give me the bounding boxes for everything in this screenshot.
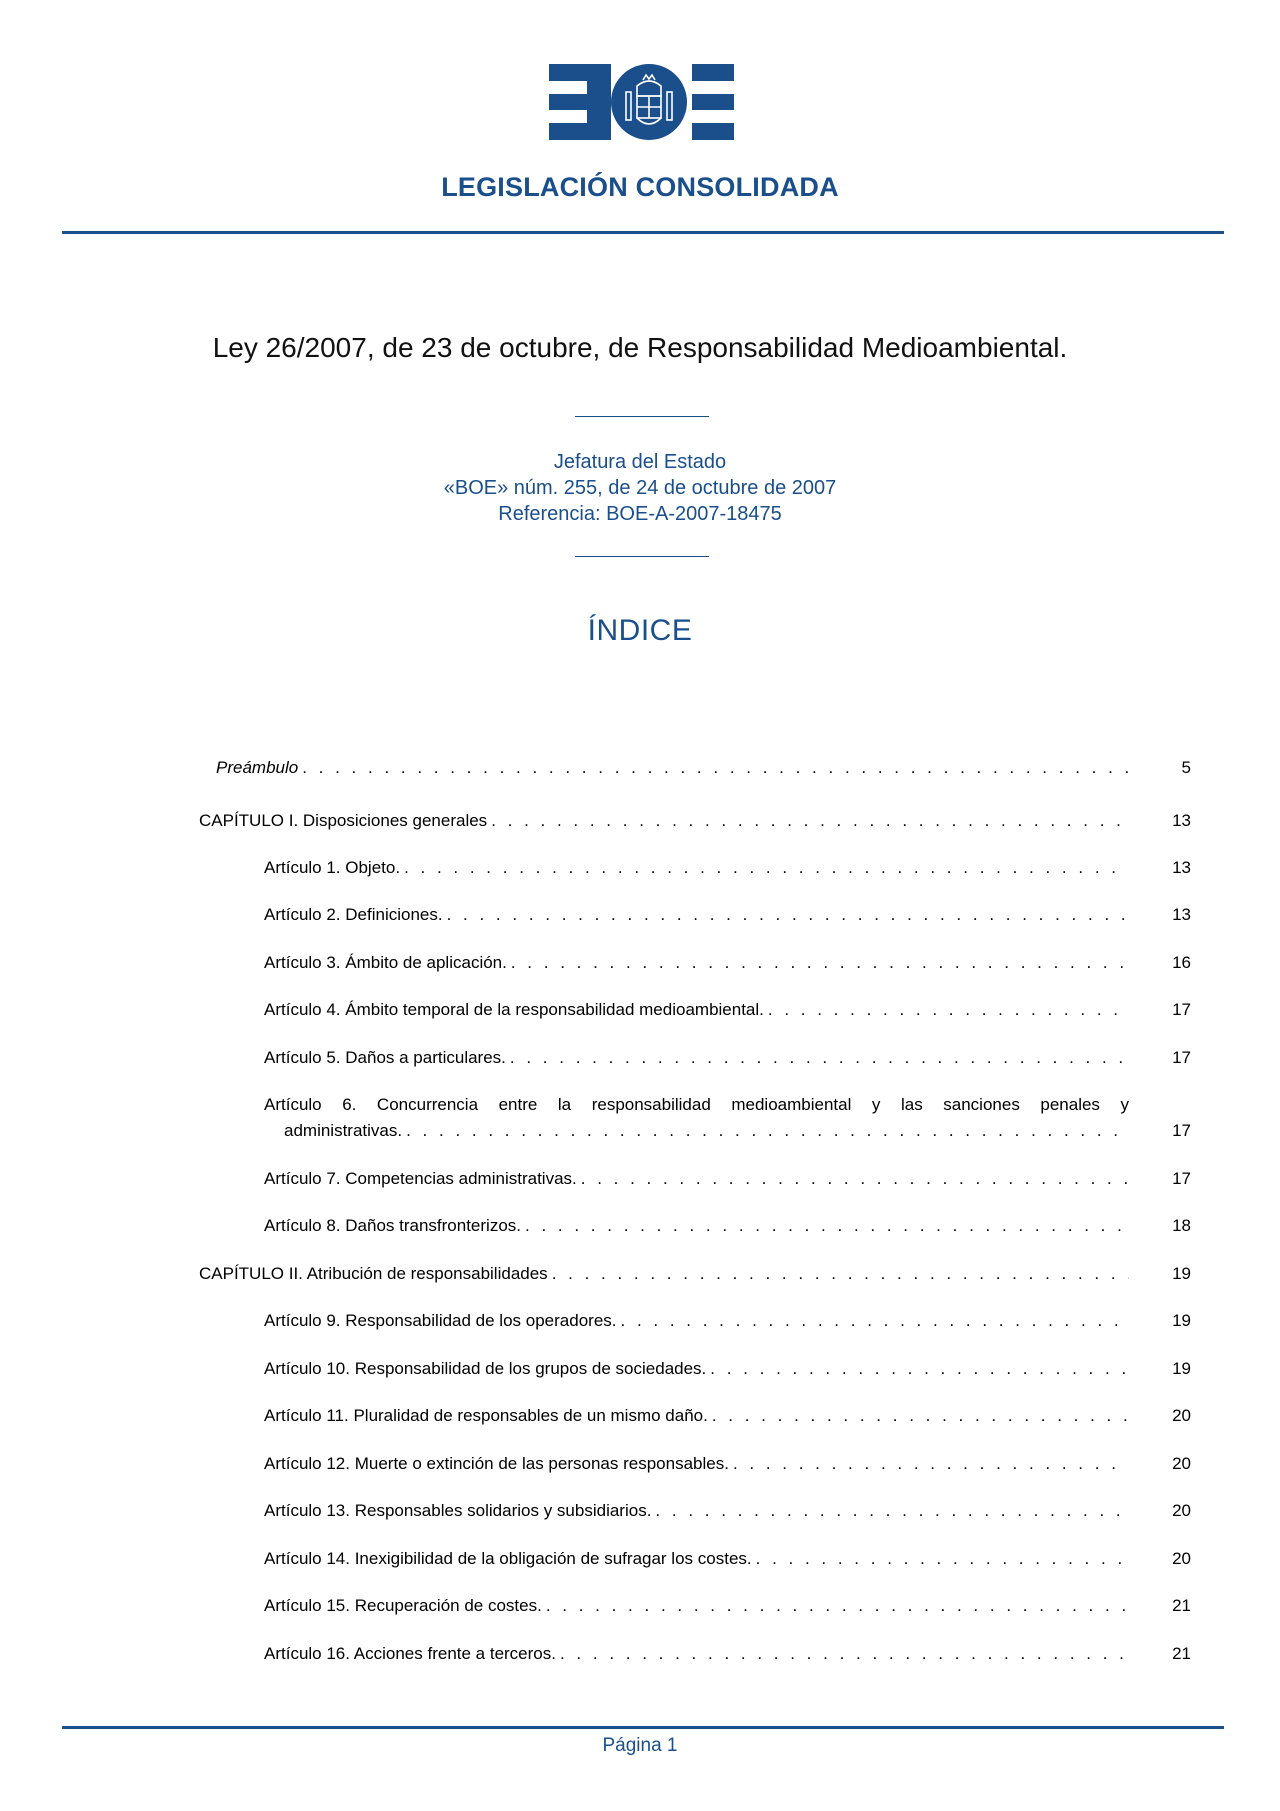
toc-entry[interactable] bbox=[264, 902, 1191, 928]
header-divider bbox=[62, 231, 1224, 234]
toc-entry-page: 20 bbox=[1172, 1549, 1191, 1568]
toc-entry-page: 17 bbox=[1172, 1169, 1191, 1188]
toc-entry[interactable] bbox=[264, 1546, 1191, 1572]
toc-entry[interactable] bbox=[264, 1092, 1191, 1144]
toc-entry-page: 19 bbox=[1172, 1264, 1191, 1283]
publication-info: «BOE» núm. 255, de 24 de octubre de 2007 bbox=[443, 477, 837, 499]
short-divider-top bbox=[575, 416, 709, 417]
toc-entry-page: 20 bbox=[1172, 1406, 1191, 1425]
toc-entry-text: CAPÍTULO I. Disposiciones generales bbox=[199, 811, 488, 830]
toc-entry-text: Artículo 7. Competencias administrativas. bbox=[264, 1169, 577, 1188]
toc-entry[interactable] bbox=[264, 1641, 1191, 1667]
toc-entry-page: 19 bbox=[1172, 1359, 1191, 1378]
toc-entry-text: Artículo 12. Muerte o extinción de las personas responsables. bbox=[264, 1454, 729, 1473]
toc-entry-page: 17 bbox=[1172, 1121, 1191, 1140]
toc-entry-text: Artículo 3. Ámbito de aplicación. bbox=[264, 953, 507, 972]
toc-entry[interactable] bbox=[264, 997, 1191, 1023]
toc-entry-page: 13 bbox=[1172, 905, 1191, 924]
toc-entry[interactable] bbox=[264, 1498, 1191, 1524]
toc-entry-text: Artículo 14. Inexigibilidad de la obligación de sufragar los costes. bbox=[264, 1549, 752, 1568]
boe-logo bbox=[549, 64, 734, 140]
toc-entry-text: Artículo 2. Definiciones. bbox=[264, 905, 443, 924]
toc-entry[interactable] bbox=[264, 1166, 1191, 1192]
toc-entry-page: 17 bbox=[1172, 1048, 1191, 1067]
toc-entry-page: 18 bbox=[1172, 1216, 1191, 1235]
document-title: Ley 26/2007, de 23 de octubre, de Responsabilidad Medioambiental. bbox=[212, 332, 1068, 363]
toc-entry-text: Artículo 8. Daños transfronterizos. bbox=[264, 1216, 522, 1235]
toc-entry-text: CAPÍTULO II. Atribución de responsabilidades bbox=[199, 1264, 548, 1283]
toc-entry-page: 17 bbox=[1172, 1000, 1191, 1019]
toc-entry-text: Artículo 4. Ámbito temporal de la responsabilidad medioambiental. bbox=[264, 1000, 764, 1019]
toc-entry-text: Artículo 15. Recuperación de costes. bbox=[264, 1596, 542, 1615]
toc-entry-text: Artículo 16. Acciones frente a terceros. bbox=[264, 1644, 556, 1663]
toc-entry-page: 5 bbox=[1181, 758, 1191, 777]
toc-entry-text: Preámbulo bbox=[216, 758, 299, 777]
toc-entry[interactable] bbox=[264, 1451, 1191, 1477]
toc-entry[interactable] bbox=[199, 1261, 1191, 1287]
toc-entry[interactable] bbox=[264, 1213, 1191, 1239]
toc-entry[interactable] bbox=[264, 1403, 1191, 1429]
page-number: Página 1 bbox=[602, 1735, 678, 1756]
short-divider-bottom bbox=[575, 556, 709, 557]
toc-entry-page: 21 bbox=[1172, 1596, 1191, 1615]
toc-entry-text: Artículo 11. Pluralidad de responsables de un mismo daño. bbox=[264, 1406, 708, 1425]
toc-entry-text: Artículo 9. Responsabilidad de los operadores. bbox=[264, 1311, 617, 1330]
toc-entry-text: Artículo 13. Responsables solidarios y subsidiarios. bbox=[264, 1501, 652, 1520]
toc-entry[interactable] bbox=[264, 1356, 1191, 1382]
toc-entry[interactable] bbox=[216, 755, 1191, 781]
toc-entry-page: 13 bbox=[1172, 811, 1191, 830]
footer-divider bbox=[62, 1726, 1224, 1729]
toc-entry-page: 19 bbox=[1172, 1311, 1191, 1330]
issuer: Jefatura del Estado bbox=[553, 451, 727, 473]
index-heading: ÍNDICE bbox=[587, 614, 693, 647]
toc-entry[interactable] bbox=[264, 1045, 1191, 1071]
toc-entry-page: 16 bbox=[1172, 953, 1191, 972]
header-title: LEGISLACIÓN CONSOLIDADA bbox=[441, 172, 839, 202]
toc-entry[interactable] bbox=[264, 855, 1191, 881]
toc-entry-page: 20 bbox=[1172, 1501, 1191, 1520]
toc-entry-page: 20 bbox=[1172, 1454, 1191, 1473]
toc-entry[interactable] bbox=[264, 950, 1191, 976]
document-meta bbox=[0, 449, 1280, 527]
toc-entry-text-continued: administrativas. bbox=[284, 1121, 403, 1140]
reference: Referencia: BOE-A-2007-18475 bbox=[498, 503, 782, 525]
toc-entry-text: Artículo 10. Responsabilidad de los grupos de sociedades. bbox=[264, 1359, 707, 1378]
toc-entry-text: Artículo 6. Concurrencia entre la responsabilidad medioambiental y las sanciones penales y bbox=[264, 1095, 1129, 1114]
toc-entry-page: 13 bbox=[1172, 858, 1191, 877]
toc-entry[interactable] bbox=[264, 1593, 1191, 1619]
toc-entry-text: Artículo 5. Daños a particulares. bbox=[264, 1048, 506, 1067]
toc-entry-page: 21 bbox=[1172, 1644, 1191, 1663]
toc-entry[interactable] bbox=[264, 1308, 1191, 1334]
toc-entry[interactable] bbox=[199, 808, 1191, 834]
toc-entry-text: Artículo 1. Objeto. bbox=[264, 858, 401, 877]
